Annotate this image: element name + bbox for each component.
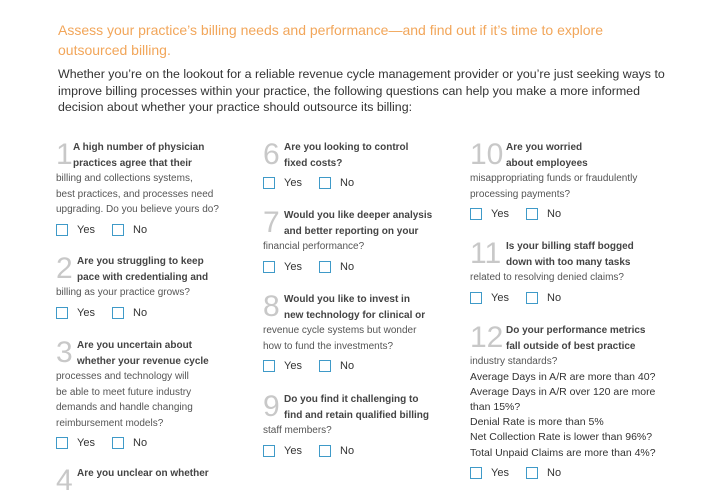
question-text: be able to meet future industry	[56, 386, 192, 398]
question-text: demands and handle changing	[56, 402, 193, 413]
yes-label: Yes	[491, 466, 509, 479]
yes-label: Yes	[284, 444, 302, 457]
answer-row	[56, 435, 246, 451]
question-text: billing and collections systems,	[56, 173, 193, 184]
question-number: 6	[263, 138, 280, 171]
no-label: No	[340, 177, 355, 189]
yes-label: Yes	[491, 291, 509, 304]
metrics-list	[470, 370, 680, 461]
question-text: best practices, and processes need	[56, 188, 214, 200]
question-text-bold: Is your billing staff bogged	[506, 241, 634, 252]
no-label: No	[547, 291, 562, 304]
question-text-bold: Are you uncertain about	[77, 340, 193, 351]
question-text: industry standards?	[470, 356, 558, 367]
question-text-bold: Would you like to invest in	[284, 294, 410, 305]
question-text: processes and technology will	[56, 371, 189, 382]
answer-row	[56, 305, 246, 321]
yes-checkbox[interactable]	[56, 437, 68, 449]
question-text: staff members?	[263, 425, 332, 436]
answer-row	[263, 358, 463, 374]
question-text-bold: find and retain qualified billing	[284, 409, 429, 421]
yes-checkbox[interactable]	[263, 445, 275, 457]
answer-row	[263, 175, 453, 191]
question-9	[263, 392, 463, 459]
yes-checkbox[interactable]	[470, 292, 482, 304]
intro-paragraph: Whether you’re on the lookout for a reliable revenue cycle management provider or you’re just seeking ways to improve billing processes within your practice, the following questions can help you make a more informed decision about whether your practice should outsource its billing:	[58, 67, 665, 114]
question-11	[470, 239, 680, 306]
no-checkbox[interactable]	[112, 307, 124, 319]
headline: Assess your practice’s billing needs and performance—and find out if it’s time to explore outsourced billing.	[58, 22, 603, 58]
answer-row	[470, 290, 680, 306]
question-text: upgrading. Do you believe yours do?	[56, 204, 219, 215]
question-number: 11	[470, 237, 502, 270]
no-checkbox[interactable]	[319, 177, 331, 189]
question-10	[470, 140, 680, 222]
metric-item: Average Days in A/R are more than 40?	[470, 370, 656, 383]
yes-label: Yes	[77, 437, 95, 449]
yes-checkbox[interactable]	[263, 177, 275, 189]
question-text: misappropriating funds or fraudulently	[470, 173, 638, 184]
question-8	[263, 292, 463, 374]
question-text: how to fund the investments?	[263, 340, 394, 352]
question-text: billing as your practice grows?	[56, 287, 190, 298]
question-1	[56, 140, 246, 238]
question-number: 2	[56, 252, 73, 285]
question-6	[263, 140, 453, 191]
no-checkbox[interactable]	[319, 360, 331, 372]
question-4	[56, 464, 246, 497]
yes-label: Yes	[284, 260, 302, 273]
question-text-bold: Would you like deeper analysis	[284, 210, 433, 221]
no-checkbox[interactable]	[319, 445, 331, 457]
answer-row	[263, 443, 463, 459]
question-text-bold: Are you struggling to keep	[77, 256, 204, 267]
no-checkbox[interactable]	[526, 467, 538, 479]
no-label: No	[133, 437, 148, 449]
question-number: 10	[470, 138, 504, 171]
yes-label: Yes	[491, 208, 509, 220]
question-number: 3	[56, 336, 73, 369]
question-text-bold: fall outside of best practice	[506, 340, 636, 352]
yes-checkbox[interactable]	[263, 261, 275, 273]
answer-row	[470, 206, 680, 222]
metric-item: Denial Rate is more than 5%	[470, 416, 604, 429]
no-checkbox[interactable]	[319, 261, 331, 273]
question-3	[56, 338, 246, 451]
question-text-bold: about employees	[506, 157, 588, 169]
question-number: 4	[56, 464, 73, 497]
question-text-bold: pace with credentialing and	[77, 271, 209, 283]
question-text: reimbursement models?	[56, 417, 164, 429]
metric-item: than 15%?	[470, 400, 521, 413]
question-text-bold: practices agree that their	[73, 157, 192, 169]
question-7	[263, 208, 463, 275]
yes-checkbox[interactable]	[263, 360, 275, 372]
yes-checkbox[interactable]	[56, 224, 68, 236]
question-text: financial performance?	[263, 241, 365, 252]
metric-item: Total Unpaid Claims are more than 4%?	[470, 446, 656, 459]
no-label: No	[547, 208, 562, 220]
question-text: related to resolving denied claims?	[470, 272, 624, 283]
yes-checkbox[interactable]	[470, 208, 482, 220]
no-checkbox[interactable]	[112, 224, 124, 236]
question-text-bold: Are you looking to control	[284, 142, 409, 153]
question-text-bold: down with too many tasks	[506, 256, 631, 268]
metric-item: Average Days in A/R over 120 are more	[470, 385, 656, 398]
yes-label: Yes	[284, 177, 302, 189]
question-number: 1	[56, 138, 73, 171]
question-number: 12	[470, 321, 504, 354]
question-text-bold: Do you find it challenging to	[284, 394, 419, 405]
no-label: No	[133, 223, 148, 236]
yes-checkbox[interactable]	[470, 467, 482, 479]
yes-label: Yes	[77, 306, 95, 319]
question-12	[470, 323, 680, 481]
question-number: 8	[263, 290, 280, 323]
question-text-bold: whether your revenue cycle	[77, 355, 209, 367]
question-number: 7	[263, 206, 280, 239]
no-checkbox[interactable]	[526, 292, 538, 304]
no-label: No	[133, 306, 148, 319]
question-text-bold: and better reporting on your	[284, 225, 419, 237]
answer-row	[56, 222, 246, 238]
no-label: No	[340, 260, 355, 273]
question-number: 9	[263, 390, 280, 423]
question-text-bold: fixed costs?	[284, 157, 343, 169]
question-text-bold: new technology for clinical or	[284, 309, 426, 321]
answer-row	[263, 259, 463, 275]
no-checkbox[interactable]	[112, 437, 124, 449]
question-text-bold: Are you worried	[506, 142, 583, 153]
no-label: No	[547, 466, 562, 479]
no-checkbox[interactable]	[526, 208, 538, 220]
yes-label: Yes	[284, 360, 302, 372]
no-label: No	[340, 444, 355, 457]
question-text: processing payments?	[470, 188, 571, 200]
yes-checkbox[interactable]	[56, 307, 68, 319]
yes-label: Yes	[77, 223, 95, 236]
question-text: revenue cycle systems but wonder	[263, 325, 417, 336]
question-text-bold: A high number of physician	[73, 142, 205, 153]
question-2	[56, 254, 246, 321]
metric-item: Net Collection Rate is lower than 96%?	[470, 431, 653, 444]
question-text-bold: Do your performance metrics	[506, 325, 646, 336]
question-text-bold: Are you unclear on whether	[77, 468, 209, 479]
no-label: No	[340, 360, 355, 372]
answer-row	[470, 465, 680, 481]
